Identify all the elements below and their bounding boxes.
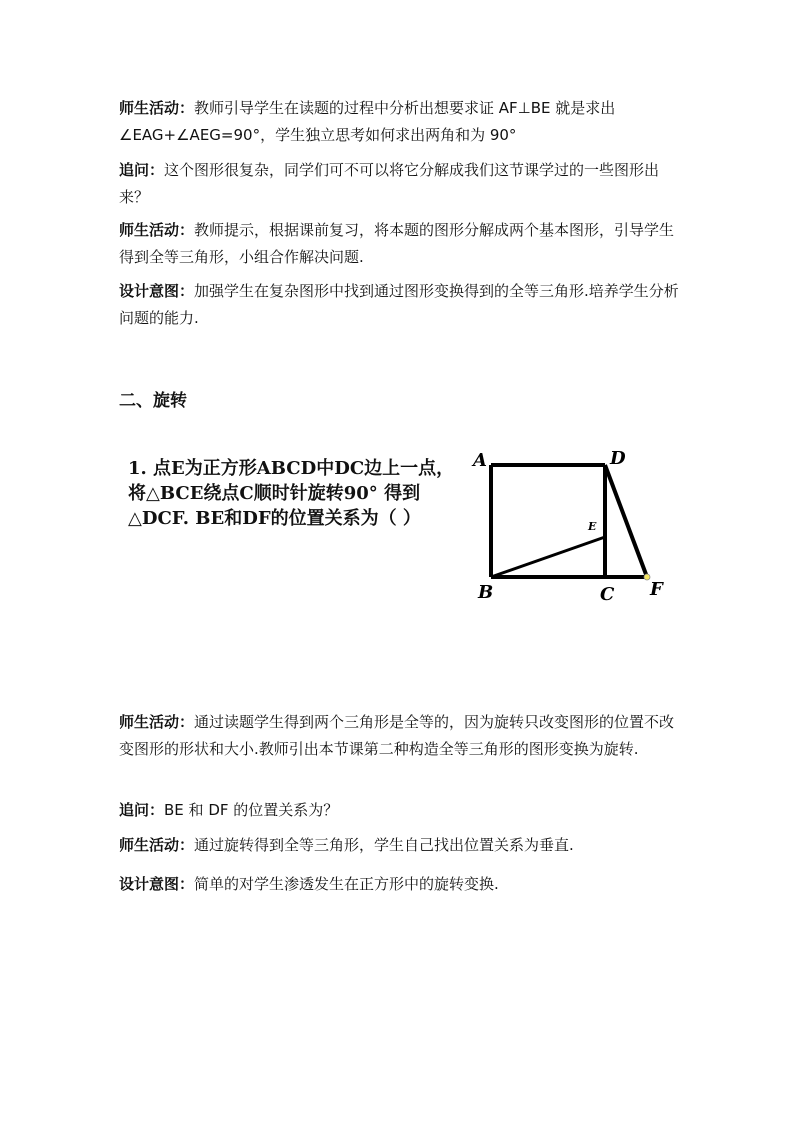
label-design-intent: 设计意图： [119,875,195,893]
geometry-figure [470,440,690,610]
label-teacher-student-activity: 师生活动： [119,99,195,117]
label-followup: 追问： [119,161,165,179]
problem-statement [128,456,478,531]
text-followup-1: 这个图形很复杂，同学们可不可以将它分解成我们这节课学过的一些图形出来？ [119,161,660,206]
text-activity-2: 教师提示，根据课前复习，将本题的图形分解成两个基本图形，引导学生得到全等三角形，小组合作解决问题. [119,221,675,266]
label-c: C [600,584,615,605]
problem-line-3: △DCF. BE和DF的位置关系为（ ） [128,508,421,529]
paragraph-followup-1 [119,157,679,211]
paragraph-activity-4 [119,832,679,859]
paragraph-activity-2 [119,217,679,271]
label-e: E [588,520,597,533]
segment-df [605,465,647,577]
paragraph-activity-1 [119,95,679,149]
paragraph-design-intent-1 [119,278,679,332]
paragraph-followup-2 [119,797,679,824]
label-f: F [650,579,663,600]
label-teacher-student-activity: 师生活动： [119,713,195,731]
label-teacher-student-activity: 师生活动： [119,221,195,239]
label-followup: 追问： [119,801,165,819]
text-activity-3: 通过读题学生得到两个三角形是全等的，因为旋转只改变图形的位置不改变图形的形状和大小.教师引出本节课第二种构造全等三角形的图形变换为旋转. [119,713,675,758]
text-activity-4: 通过旋转得到全等三角形，学生自己找出位置关系为垂直. [194,836,574,854]
section-heading-rotation: 二、旋转 [119,391,187,411]
problem-line-2: 将△BCE绕点C顺时针旋转90° 得到 [128,483,421,504]
label-a: A [473,450,487,471]
problem-line-1: 1. 点E为正方形ABCD中DC边上一点， [128,458,455,479]
paragraph-design-intent-2 [119,871,679,898]
label-b: B [478,582,494,603]
text-design-intent-2: 简单的对学生渗透发生在正方形中的旋转变换. [194,875,499,893]
label-teacher-student-activity: 师生活动： [119,836,195,854]
segment-be [491,537,605,577]
text-design-intent-1: 加强学生在复杂图形中找到通过图形变换得到的全等三角形.培养学生分析问题的能力. [119,282,679,327]
text-activity-1: 教师引导学生在读题的过程中分析出想要求证 AF⊥BE 就是求出∠EAG+∠AEG=90°，学生独立思考如何求出两角和为 90° [119,99,616,144]
paragraph-activity-3 [119,709,679,763]
text-followup-2: BE 和 DF 的位置关系为？ [164,801,339,819]
label-design-intent: 设计意图： [119,282,195,300]
label-d: D [610,448,626,469]
